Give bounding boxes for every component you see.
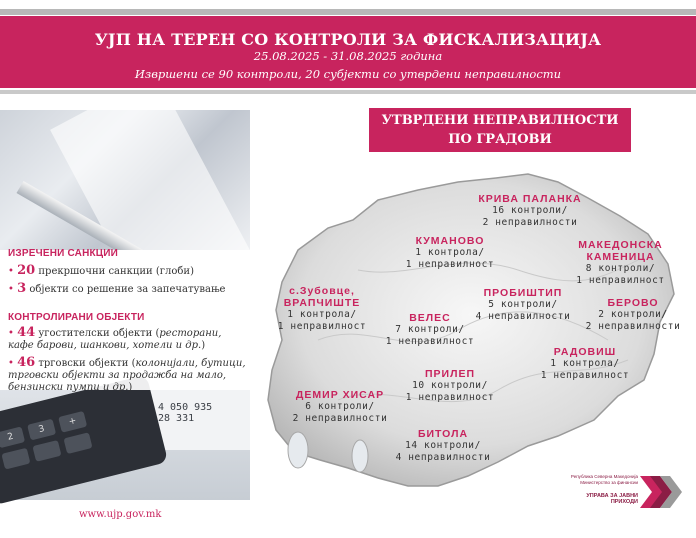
- city-kumanovo: КУМАНОВО 1 контрола/ 1 неправилност: [405, 235, 495, 270]
- calculator-illustration: 2 3 +: [0, 375, 168, 506]
- date-range: 25.08.2025 - 31.08.2025 година: [253, 49, 443, 63]
- sanction-item: • 3 објекти со решение за запечатување: [8, 281, 226, 296]
- sanction-item: • 20 прекршочни санкции (глоби): [8, 263, 194, 278]
- controlled-title: КОНТРОЛИРАНИ ОБЈЕКТИ: [8, 312, 145, 323]
- top-grey-bar: [0, 9, 696, 15]
- city-prilep: ПРИЛЕП 10 контроли/ 1 неправилност: [405, 368, 495, 403]
- chevron-arrows-icon: [640, 476, 685, 508]
- header-banner: [0, 16, 696, 88]
- city-radovis: РАДОВИШ 1 контрола/ 1 неправилност: [540, 346, 630, 381]
- summary-text: Извршени се 90 контроли, 20 субјекти со утврдени неправилности: [134, 67, 562, 81]
- stats-panel: [0, 248, 255, 393]
- controlled-item: • 44 угостителски објекти (ресторани, кафе барови, шанкови, хотели и др.): [8, 325, 222, 351]
- city-veles: ВЕЛЕС 7 контроли/ 1 неправилност: [385, 312, 475, 347]
- city-kriva-palanka: КРИВА ПАЛАНКА 16 контроли/ 2 неправилности: [478, 193, 582, 228]
- ujp-logo: Република Северна Македонија Министерство за финансии УПРАВА ЗА ЈАВНИ ПРИХОДИ: [570, 474, 685, 510]
- page-title: УЈП НА ТЕРЕН СО КОНТРОЛИ ЗА ФИСКАЛИЗАЦИЈА: [94, 30, 602, 49]
- receipt-numbers: 4 050 935 28 331: [158, 402, 213, 424]
- sanctions-title: ИЗРЕЧЕНИ САНКЦИИ: [8, 248, 119, 259]
- city-makedonska-kamenica: МАКЕДОНСКА КАМЕНИЦА 8 контроли/ 1 неправилност: [576, 239, 665, 286]
- map-title: УТВРДЕНИ НЕПРАВИЛНОСТИ ПО ГРАДОВИ: [369, 108, 631, 152]
- city-probistip: ПРОБИШТИП 5 контроли/ 4 неправилности: [475, 287, 571, 322]
- city-demir-hisar: ДЕМИР ХИСАР 6 контроли/ 2 неправилности: [292, 389, 388, 424]
- controlled-item: • 46 трговски објекти (колонијали, бутици, трговски објекти за продажба на мало, бензински пумпи и др.): [8, 355, 246, 393]
- city-bitola: БИТОЛА 14 контроли/ 4 неправилности: [395, 428, 491, 463]
- city-vrapciste: с.Зубовце, ВРАПЧИШТЕ 1 контрола/ 1 неправилност: [277, 285, 367, 332]
- pen-paper-photo: [0, 110, 250, 250]
- city-berovo: БЕРОВО 2 контроли/ 2 неправилности: [585, 297, 681, 332]
- website-link[interactable]: www.ujp.gov.mk: [79, 509, 162, 520]
- divider-line: [0, 90, 696, 94]
